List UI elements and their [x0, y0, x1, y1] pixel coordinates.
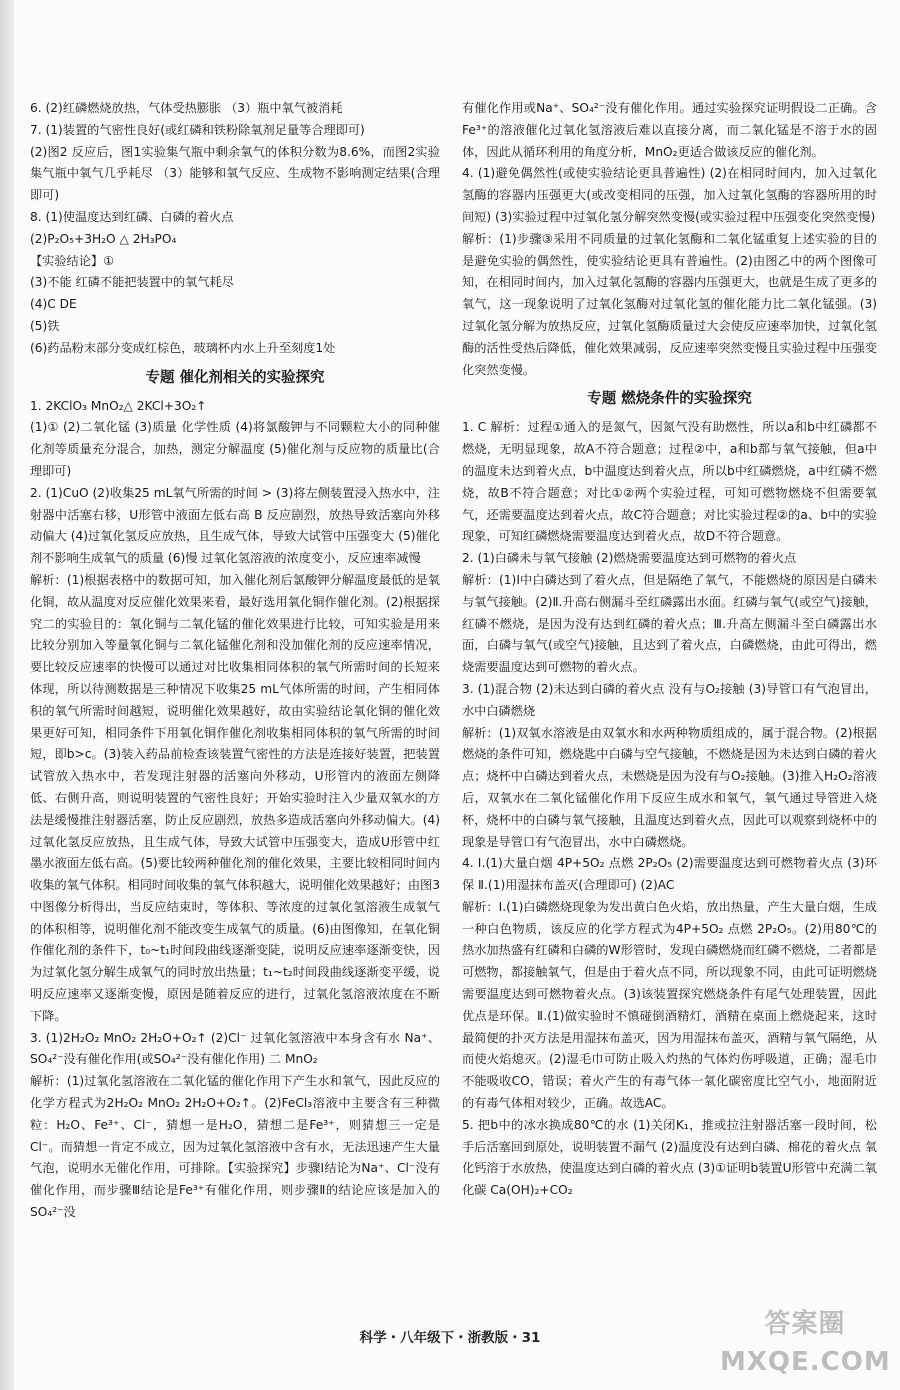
answer-line: (4)C DE: [30, 297, 77, 312]
analysis-paragraph: 解析：(1)步骤③采用不同质量的过氧化氢酶和二氧化锰重复上述实验的目的是避免实验的偶然性，使实验结论更具有普遍性。(2)由图乙中的两个图像可知，在相同时间内，加入过氧化氢酶的容器内压强更大，也就是生成了更多的氧气，这一现象说明了过氧化氢酶对过氧化氢的催化能力比二氧化锰强。(3)过氧化氢分解为放热反应，过氧化氢酶质量过大会使反应速率加快，过氧化氢酶的活性受热后降低，催化效果减弱，反应速率突然变慢且实验过程中压强变化突然变慢。: [462, 231, 877, 377]
answer-line: 4. Ⅰ.(1)大量白烟 4P+5O₂ 点燃 2P₂O₅ (2)需要温度达到可燃物着火点 (3)环保 Ⅱ.(1)用湿抹布盖灭(合理即可) (2)AC: [462, 856, 877, 893]
answer-line: 【实验结论】①: [30, 253, 115, 268]
answer-line: 3. (1)2H₂O₂ MnO₂ 2H₂O+O₂↑ (2)Cl⁻ 过氧化氢溶液中本身含有水 Na⁺、SO₄²⁻没有催化作用(或SO₄²⁻没有催化作用) 二 MnO₂: [30, 1030, 440, 1067]
left-column: [30, 98, 440, 1224]
answer-line: 6. (2)红磷燃烧放热，气体受热膨胀 （3）瓶中氧气被消耗: [30, 101, 343, 115]
page-edge-shadow: [0, 0, 14, 1390]
section-title-combustion: 专题 燃烧条件的实验探究: [587, 391, 752, 408]
right-column: [462, 98, 877, 1202]
answer-line: 7. (1)装置的气密性良好(或红磷和铁粉除氧剂足量等合理即可): [30, 122, 365, 137]
analysis-paragraph: 解析：Ⅰ.(1)白磷燃烧现象为发出黄白色火焰，放出热量，产生大量白烟，生成一种白色物质，该反应的化学方程式为4P+5O₂ 点燃 2P₂O₅。(2)用80℃的热水加热盛有红磷和白磷的W形管时，发现白磷燃烧而红磷不燃烧，二者都是可燃物，都接触氧气，但是由于着火点不同，所以现象不同，由此可证明燃烧需要温度达到可燃物着火点。(3)该装置探究燃烧条件有尾气处理装置，因此优点是环保。Ⅱ.(1)做实验时不慎碰倒酒精灯，酒精在桌面上燃烧起来，这时最简便的扑灭方法是用湿抹布盖灭，因为用湿抹布盖灭，酒精与氧气隔绝，从而使火焰熄灭。(2)湿毛巾可防止吸入灼热的气体灼伤呼吸道，正确；湿毛巾不能吸收CO，错误；着火产生的有毒气体一氧化碳密度比空气小，地面附近的有毒气体相对较少，正确。故选AC。: [462, 899, 877, 1111]
answer-line: 2. (1)CuO (2)收集25 mL氧气所需的时间 > (3)将左侧装置浸入热水中，注射器中活塞右移，U形管中液面左低右高 B 反应剧烈，放热导致活塞向外移动偏大 (4)过氧化氢反应放热，且生成气体，导致大试管中压强变大 (5)催化剂不影响生成氧气的质量 (6)慢 过氧化氢溶液的浓度变小，反应速率减慢: [30, 485, 440, 566]
analysis-paragraph: 解析：(1)过氧化氢溶液在二氧化锰的催化作用下产生水和氧气，因此反应的化学方程式为2H₂O₂ MnO₂ 2H₂O+O₂↑。(2)FeCl₃溶液中主要含有三种微粒：H₂O、Fe³⁺、Cl⁻，猜想一是H₂O，猜想二是Fe³⁺，则猜想三一定是Cl⁻。而猜想一肯定不成立，因为过氧化氢溶液中含有水，无法迅速产生大量气泡，说明水无催化作用，可排除。【实验探究】步骤Ⅰ结论为Na⁺、Cl⁻没有催化作用，而步骤Ⅲ结论是Fe³⁺有催化作用，则步骤Ⅱ的结论应该是加入的SO₄²⁻没: [30, 1074, 440, 1220]
answer-line: 有催化作用或Na⁺、SO₄²⁻没有催化作用。通过实验探究证明假设二正确。含Fe³⁺的溶液催化过氧化氢溶液后难以直接分离，而二氧化锰是不溶于水的固体，因此从循环利用的角度分析，MnO₂更适合做该反应的催化剂。: [462, 101, 877, 159]
answer-line: (1)① (2)二氧化锰 (3)质量 化学性质 (4)将氯酸钾与不同颗粒大小的同种催化剂等质量充分混合，加热，测定分解温度 (5)催化剂与反应物的质量比(合理即可): [30, 420, 440, 478]
answer-line: 8. (1)使温度达到红磷、白磷的着火点: [30, 209, 234, 224]
answer-line: (3)不能 红磷不能把装置中的氧气耗尽: [30, 275, 234, 290]
analysis-paragraph: 解析：(1)双氧水溶液是由双氧水和水两种物质组成的，属于混合物。(2)根据燃烧的条件可知，燃烧匙中白磷与空气接触，不燃烧是因为未达到白磷的着火点；烧杯中白磷达到着火点，未燃烧是因为没有与O₂接触。(3)推入H₂O₂溶液后，双氧水在二氧化锰催化作用下反应生成水和氧气，氧气通过导管进入烧杯，烧杯中的白磷与氧气接触，且温度达到着火点，因此可以观察到烧杯中的现象是导管口有气泡冒出，水中白磷燃烧。: [462, 725, 877, 849]
answer-line: (5)铁: [30, 318, 60, 333]
answer-line: 2. (1)白磷未与氧气接触 (2)燃烧需要温度达到可燃物的着火点: [462, 551, 797, 566]
answer-line: (2)图2 反应后，图1实验集气瓶中剩余氧气的体积分数为8.6%，而图2实验集气瓶中氧气几乎耗尽 （3）能够和氧气反应、生成物不影响测定结果(合理即可): [30, 144, 440, 203]
answer-line: (2)P₂O₅+3H₂O △ 2H₃PO₄: [30, 231, 177, 246]
answer-line: 3. (1)混合物 (2)未达到白磷的着火点 没有与O₂接触 (3)导管口有气泡冒出，水中白磷燃烧: [462, 681, 877, 718]
page-footer: 科学・八年级下・浙教版・31: [359, 1330, 541, 1346]
analysis-paragraph: 解析：(1)根据表格中的数据可知，加入催化剂后氯酸钾分解温度最低的是氧化铜，故从温度对反应催化效果来看，最好选用氧化铜作催化剂。(2)根据探究二的实验目的：氧化铜与二氧化锰的催化效果进行比较，可知实验是用来比较分别加入等量氧化铜与二氧化锰催化剂和没加催化剂的反应速率情况，要比较反应速率的快慢可以通过对比收集相同体积的氧气所需时间的长短来体现，所以待测数据是三种情况下收集25 mL气体所需的时间，产生相同体积的氧气所需时间越短，说明催化效果越好，故由实验结论氧化铜的催化效果更好可知，相同条件下用氧化铜作催化剂收集相同体积的氧气所需的时间短，即b>c。(3)装入药品前检查该装置气密性的方法是连接好装置，把装置试管放入热水中，若发现注射器的活塞向外移动，U形管内的液面左侧降低、右侧升高，则说明装置的气密性良好；开始实验时注入少量双氧水的方法是缓慢推注射器活塞，防止反应剧烈，放热多造成活塞向外移动偏大。(4)过氧化氢反应放热，且生成气体，导致大试管中压强变大，造成U形管中红墨水液面左低右高。(5)要比较两种催化剂的催化效果，主要比较相同时间内收集的氧气体积。相同时间收集的氧气体积越大，说明催化效果越好；由图3中图像分析得出，当反应结束时，等体积、等浓度的过氧化氢溶液生成氧气的体积相等，说明催化剂不能改变生成氧气的质量。(6)由图像知，在氧化铜作催化剂的条件下，t₀~t₁时间段曲线逐渐变陡，说明反应速率逐渐变快，因为过氧化氢分解生成氧气的同时放出热量；t₁~t₂时间段曲线逐渐变平缓，说明反应速率又逐渐变慢，原因是随着反应的进行，过氧化氢溶液浓度在不断下降。: [30, 572, 440, 1023]
answer-line: 1. 2KClO₃ MnO₂△ 2KCl+3O₂↑: [30, 398, 207, 413]
section-title-catalyst: 专题 催化剂相关的实验探究: [145, 369, 325, 386]
watermark-logo: 答案圈 MXQE.COM: [720, 1309, 891, 1377]
answer-line: 4. (1)避免偶然性(或使实验结论更具普遍性) (2)在相同时间内，加入过氧化氢酶的容器内压强更大(或改变相同的压强，加入过氧化氢酶的容器所用的时间短) (3)实验过程中过氧化氢分解突然变慢(或实验过程中压强变化突然变慢): [462, 166, 877, 224]
answer-line: 1. C 解析：过程①通入的是氮气，因氮气没有助燃性，所以a和b中红磷都不燃烧，无明显现象，故A不符合题意；过程②中，a和b都与氧气接触，但a中的温度未达到着火点，b中温度达到着火点，所以b中红磷燃烧，a中红磷不燃烧，故B不符合题意；对比①②两个实验过程，可知可燃物燃烧不但需要氧气，还需要温度达到着火点，故C符合题意；对比实验过程②的a、b中的实验现象，可知红磷燃烧需要温度达到着火点，故D不符合题意。: [462, 420, 877, 544]
answer-line: (6)药品粉末部分变成红棕色，玻璃杯内水上升至刻度1处: [30, 340, 336, 355]
answer-line: 5. 把b中的冰水换成80℃的水 (1)关闭K₁，推或拉注射器活塞一段时间，松手后活塞回到原处，说明装置不漏气 (2)温度没有达到白磷、棉花的着火点 氧化钙溶于水放热，使温度达到白磷的着火点 (3)①证明b装置U形管中充满二氧化碳 Ca(OH)₂+CO₂: [462, 1117, 878, 1198]
analysis-paragraph: 解析：(1)Ⅰ中白磷达到了着火点，但是隔绝了氧气，不能燃烧的原因是白磷未与氧气接触。(2)Ⅱ.升高右侧漏斗至红磷露出水面。红磷与氧气(或空气)接触，红磷不燃烧，是因为没有达到红磷的着火点；Ⅲ.升高左侧漏斗至白磷露出水面，白磷与氧气(或空气)接触，且达到了着火点，白磷燃烧，由此可得出，燃烧需要温度达到可燃物的着火点。: [462, 572, 877, 675]
